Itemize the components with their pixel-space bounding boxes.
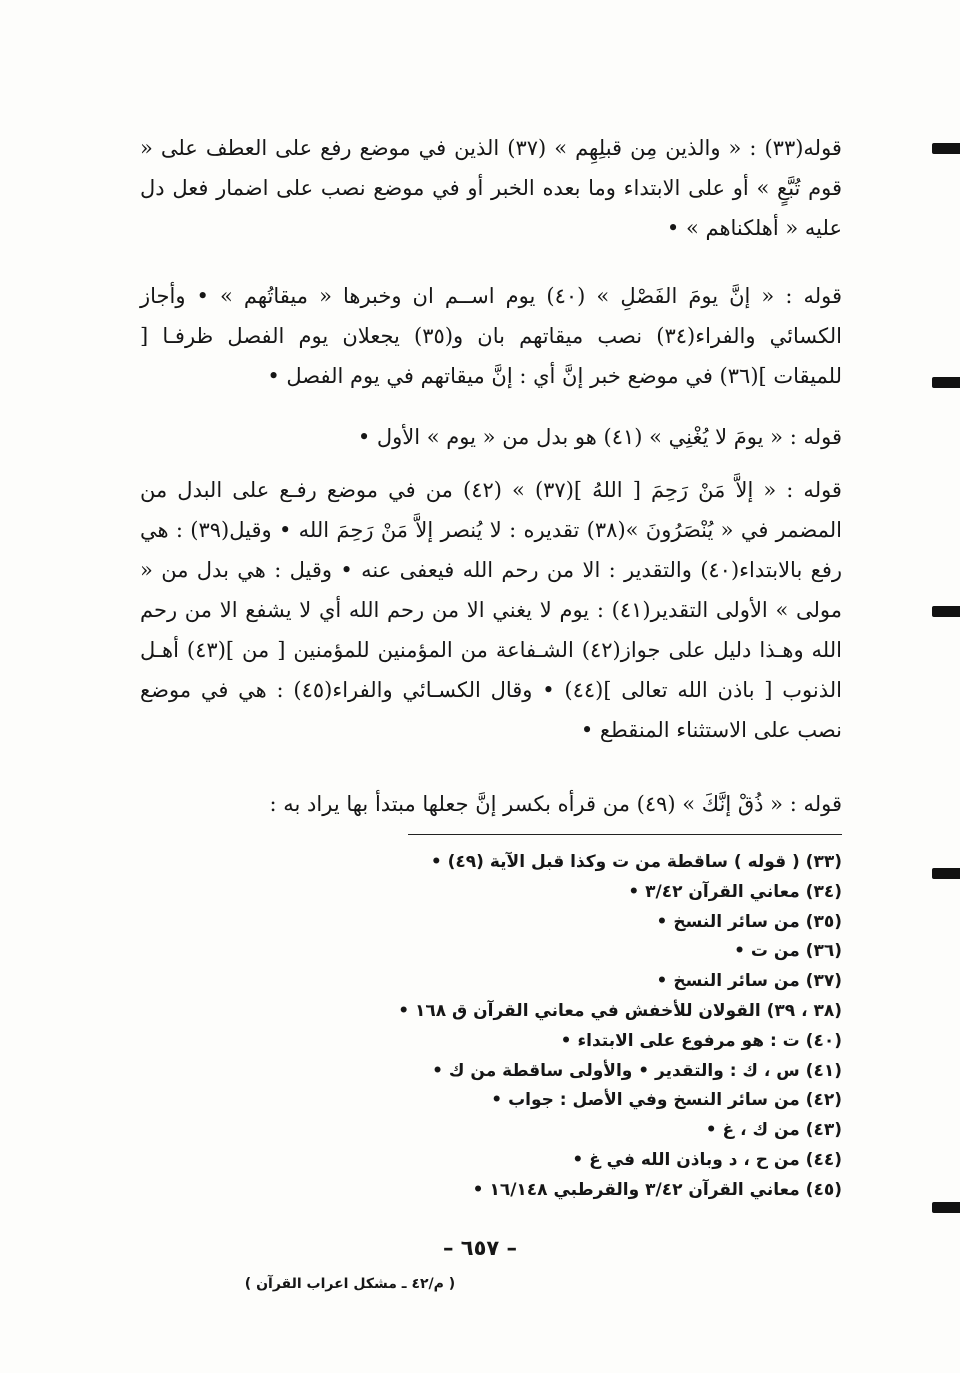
footnote: (٤٠) ت : هو مرفوع على الابتداء •: [560, 1030, 842, 1051]
binding-mark: [932, 606, 960, 617]
page-number: – ٦٥٧ –: [442, 1236, 518, 1260]
footnote: (٤٥) معاني القرآن ٣/٤٢ والقرطبي ١٦/١٤٨ •: [472, 1179, 842, 1200]
main-paragraph: قوله : « يومَ لا يُغْنِي » (٤١) هو بدل من « يوم » الأول •: [357, 425, 842, 449]
footnote: (٣٣) ( قوله ) ساقطة من ت وكذا قبل الآية (٤٩) •: [430, 852, 842, 872]
footnote: (٣٧) من سائر النسخ •: [656, 971, 842, 992]
binding-mark: [932, 868, 960, 879]
footnote: (٣٨ ، ٣٩) القولان للأخفش في معاني القرآن ق ١٦٨ •: [398, 1000, 842, 1021]
printer-signature: ( م/٤٢ ـ مشكل اعراب القرآن ): [244, 1276, 456, 1292]
footnote: (٤٢) من سائر النسخ وفي الأصل : جواب •: [491, 1090, 842, 1111]
footnotes-list: [140, 848, 842, 1206]
binding-mark: [932, 377, 960, 388]
main-paragraph: قوله : « ذُقْ إنَّكَ » (٤٩) من قرأه بكسر إنَّ جعلها مبتدأ بها يراد به :: [269, 792, 842, 816]
main-paragraph: قوله : « إنَّ يومَ الفَصْلِ » (٤٠) يوم اســم ان وخبرها « ميقاتُهم » • وأجاز الكسائي والفراء(٣٤) نصب ميقاتهم بان و(٣٥) يجعلان يوم الفصل ظرفـا [ للميقات ](٣٦) في موضع خبر إنَّ أي : إنَّ ميقاتهم في يوم الفصل •: [140, 284, 842, 388]
binding-mark: [932, 143, 960, 154]
footnote: (٣٤) معاني القرآن ٣/٤٢ •: [628, 881, 842, 902]
binding-mark: [932, 1202, 960, 1213]
footnote: (٣٦) من ت •: [734, 941, 842, 962]
main-paragraph: قوله : « إلاَّ مَنْ رَحِمَ [ اللهُ ](٣٧) » (٤٢) من في موضع رفـع على البدل من المضمر في « يُنْصَرُونَ »(٣٨) تقديره : لا يُنصر إلاَّ مَنْ رَحِمَ الله • وقيل(٣٩) : هي رفع بالابتداء(٤٠) والتقدير : الا من رحم الله فيعفى عنه • وقيل : هي بدل من « مولى » الأولى التقدير(٤١) : يوم لا يغني الا من رحم الله أي لا يشفع الا من رحم الله وهـذا دليل على جواز(٤٢) الشـفاعة من المؤمنين للمؤمنين [ من ](٤٣) أهـل الذنوب [ باذن الله تعالى ](٤٤) • وقال الكسـائي والفراء(٤٥) : هي في موضع نصب على الاستثناء المنقطع •: [140, 478, 843, 742]
main-paragraph: قوله(٣٣) : « والذين مِن قبلِهِم » (٣٧) الذين في موضع رفع على العطف على « قوم تُبَّعٍ » أو على الابتداء وما بعده الخبر أو في موضع نصب على اضمار فعل دل عليه « أهلكناهم » •: [140, 136, 842, 240]
footnote: (٤٣) من ك ، غ •: [705, 1120, 842, 1141]
footnote-divider: [408, 834, 842, 835]
footnote: (٣٥) من سائر النسخ •: [656, 911, 842, 932]
footnote: (٤٤) من ح ، د وباذن الله في غ •: [572, 1149, 842, 1170]
footnote: (٤١) س ، ك : والتقدير • والأولى ساقطة من ك •: [432, 1060, 842, 1081]
